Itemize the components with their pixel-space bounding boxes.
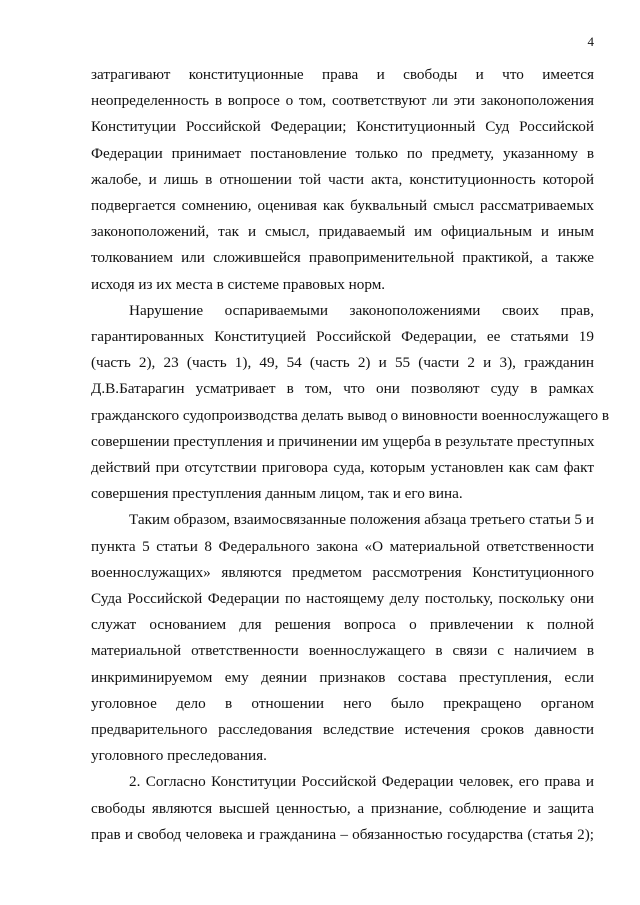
- page-number: 4: [587, 34, 594, 49]
- paragraph-3: [91, 507, 594, 769]
- text-line: военнослужащих» являются предметом рассмотрения Конституционного: [91, 563, 594, 581]
- text-line: совершении преступления и причинении им ущерба в результате преступных: [91, 432, 595, 450]
- text-line: затрагивают конституционные права и свободы и что имеется: [91, 66, 594, 83]
- text-line: толкованием или сложившейся правоприменительной практикой, а также: [91, 249, 594, 267]
- text-line: Нарушение оспариваемыми законоположениями своих прав,: [129, 301, 594, 319]
- paragraph-2: [91, 298, 610, 508]
- text-line: действий при отсутствии приговора суда, которым установлен как сам факт: [91, 459, 594, 477]
- document-body: [91, 62, 610, 848]
- text-line: уголовное дело в отношении него было прекращено органом: [91, 694, 594, 712]
- paragraph-4: [91, 769, 594, 848]
- paragraph-1: [91, 62, 594, 298]
- text-line: материальной ответственности военнослужащего в связи с наличием в: [91, 642, 594, 660]
- text-line: Таким образом, взаимосвязанные положения абзаца третьего статьи 5 и: [129, 511, 594, 529]
- text-line: законоположений, так и смысл, придаваемый им официальным и иным: [91, 223, 594, 241]
- text-line: гарантированных Конституцией Российской Федерации, ее статьями 19: [91, 328, 594, 346]
- text-line: Федерации принимает постановление только по предмету, указанному в: [91, 144, 594, 162]
- text-line: Конституции Российской Федерации; Конституционный Суд Российской: [91, 118, 594, 136]
- text-line: (часть 2), 23 (часть 1), 49, 54 (часть 2) и 55 (части 2 и 3), гражданин: [91, 354, 594, 372]
- text-line: гражданского судопроизводства делать вывод о виновности военнослужащего в: [91, 406, 610, 424]
- text-line: жалобе, и лишь в отношении той части акта, конституционность которой: [91, 170, 594, 188]
- text-line: служат основанием для решения вопроса о привлечении к полной: [91, 616, 594, 634]
- text-line: уголовного преследования.: [91, 747, 267, 765]
- text-line: пункта 5 статьи 8 Федерального закона «О материальной ответственности: [91, 537, 594, 555]
- text-line: Суда Российской Федерации по настоящему делу постольку, поскольку они: [91, 590, 594, 608]
- text-line: свободы являются высшей ценностью, а признание, соблюдение и защита: [91, 799, 594, 817]
- text-line: предварительного расследования вследствие истечения сроков давности: [91, 721, 594, 739]
- text-line: совершения преступления данным лицом, так и его вина.: [91, 485, 463, 503]
- text-line: 2. Согласно Конституции Российской Федерации человек, его права и: [129, 773, 594, 791]
- text-line: неопределенность в вопросе о том, соответствуют ли эти законоположения: [91, 92, 594, 110]
- text-line: подвергается сомнению, оценивая как буквальный смысл рассматриваемых: [91, 197, 594, 215]
- text-line: прав и свобод человека и гражданина – обязанностью государства (статья 2);: [91, 825, 594, 843]
- text-line: исходя из их места в системе правовых норм.: [91, 275, 386, 293]
- text-line: Д.В.Батарагин усматривает в том, что они позволяют суду в рамках: [91, 380, 594, 398]
- text-line: инкриминируемом ему деянии признаков состава преступления, если: [91, 668, 594, 686]
